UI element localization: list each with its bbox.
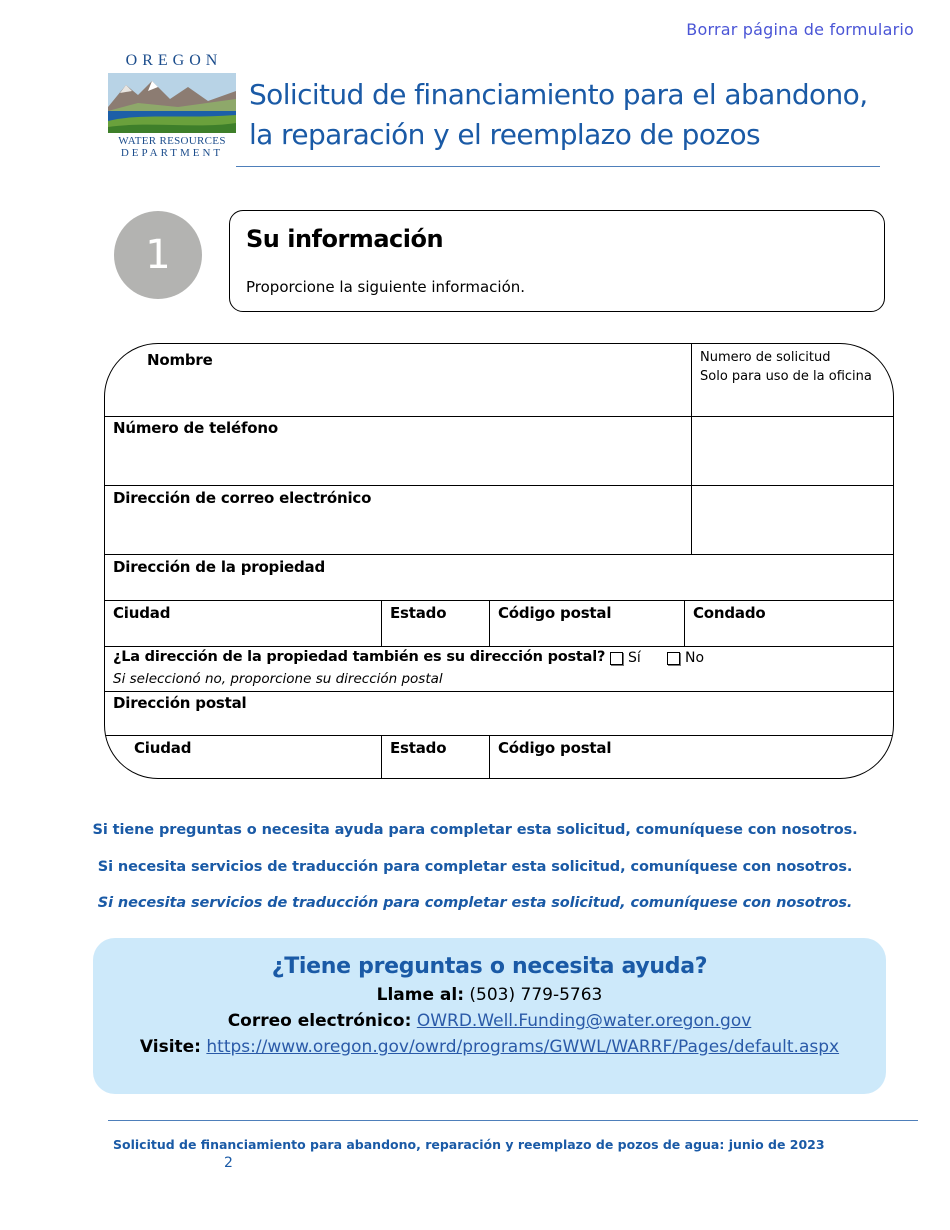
applicant-info-form	[104, 343, 894, 779]
title-line-2: la reparación y el reemplazo de pozos	[249, 118, 760, 151]
clear-form-page-button[interactable]: Borrar página de formulario	[686, 20, 914, 39]
help-visit-line	[93, 1037, 886, 1057]
mailing-zip-field[interactable]: Código postal	[498, 739, 612, 757]
yes-label: Sí	[628, 650, 641, 666]
column-divider	[691, 344, 692, 554]
column-divider	[684, 600, 685, 646]
column-divider	[489, 600, 490, 646]
no-label: No	[685, 650, 705, 666]
logo-water-resources-text: WATER RESOURCES	[118, 135, 226, 147]
county-field[interactable]: Condado	[693, 604, 766, 622]
help-box	[93, 938, 886, 1094]
mailing-note: Si seleccionó no, proporcione su dirección postal	[113, 671, 443, 687]
email-field[interactable]: Dirección de correo electrónico	[113, 489, 372, 507]
row-divider	[105, 735, 894, 736]
contact-line-help: Si tiene preguntas o necesita ayuda para completar esta solicitud, comuníquese con nosotros.	[92, 822, 858, 838]
yes-checkbox[interactable]	[610, 650, 641, 666]
page-number: 2	[224, 1155, 233, 1171]
footer-text: Solicitud de financiamiento para abandono, reparación y reemplazo de pozos de agua: junio de 2023	[113, 1137, 825, 1152]
help-phone-line	[93, 985, 886, 1005]
logo-department-text: DEPARTMENT	[120, 147, 224, 159]
phone-field[interactable]: Número de teléfono	[113, 419, 278, 437]
help-title: ¿Tiene preguntas o necesita ayuda?	[271, 954, 708, 979]
row-divider	[105, 554, 894, 555]
row-divider	[105, 691, 894, 692]
column-divider	[489, 735, 490, 779]
row-divider	[105, 485, 894, 486]
mailing-address-field[interactable]: Dirección postal	[113, 694, 247, 712]
office-use-note	[700, 348, 872, 386]
title-line-1: Solicitud de financiamiento para el abandono,	[249, 78, 868, 111]
section-title: Su información	[246, 225, 444, 253]
visit-label: Visite:	[139, 1037, 201, 1057]
call-label: Llame al:	[376, 985, 464, 1005]
page-title	[249, 75, 909, 155]
row-divider	[105, 600, 894, 601]
zip-field[interactable]: Código postal	[498, 604, 612, 622]
help-email-link[interactable]: OWRD.Well.Funding@water.oregon.gov	[416, 1011, 752, 1031]
landscape-logo-image	[108, 73, 236, 133]
column-divider	[381, 600, 382, 646]
mailing-city-field[interactable]: Ciudad	[134, 739, 192, 757]
name-field[interactable]: Nombre	[147, 351, 213, 369]
help-website-link[interactable]: https://www.oregon.gov/owrd/programs/GWWL/WARRF/Pages/default.aspx	[206, 1037, 840, 1057]
application-number-label: Numero de solicitud	[700, 350, 831, 365]
checkbox-square-icon	[667, 652, 680, 665]
logo-oregon-text: OREGON	[125, 52, 223, 69]
oregon-wrd-logo	[108, 52, 236, 176]
section-subtitle: Proporcione la siguiente información.	[246, 278, 526, 296]
mailing-state-field[interactable]: Estado	[390, 739, 447, 757]
no-checkbox[interactable]	[667, 650, 704, 666]
title-divider	[236, 166, 880, 167]
state-field[interactable]: Estado	[390, 604, 447, 622]
property-address-field[interactable]: Dirección de la propiedad	[113, 558, 326, 576]
step-number-badge: 1	[114, 211, 202, 299]
checkbox-square-icon	[610, 652, 623, 665]
footer-divider	[108, 1120, 918, 1121]
email-label: Correo electrónico:	[227, 1011, 412, 1031]
contact-line-translation-italic: Si necesita servicios de traducción para completar esta solicitud, comuníquese con nosotros.	[97, 895, 853, 911]
office-only-label: Solo para uso de la oficina	[700, 369, 872, 384]
row-divider	[105, 646, 894, 647]
row-divider	[105, 416, 894, 417]
mailing-question-label: ¿La dirección de la propiedad también es su dirección postal?	[113, 649, 606, 665]
contact-line-translation: Si necesita servicios de traducción para completar esta solicitud, comuníquese con nosotros.	[97, 859, 853, 875]
help-phone: (503) 779-5763	[469, 985, 603, 1005]
city-field[interactable]: Ciudad	[113, 604, 171, 622]
step-header-box	[229, 210, 885, 312]
help-email-line	[93, 1011, 886, 1031]
column-divider	[381, 735, 382, 779]
